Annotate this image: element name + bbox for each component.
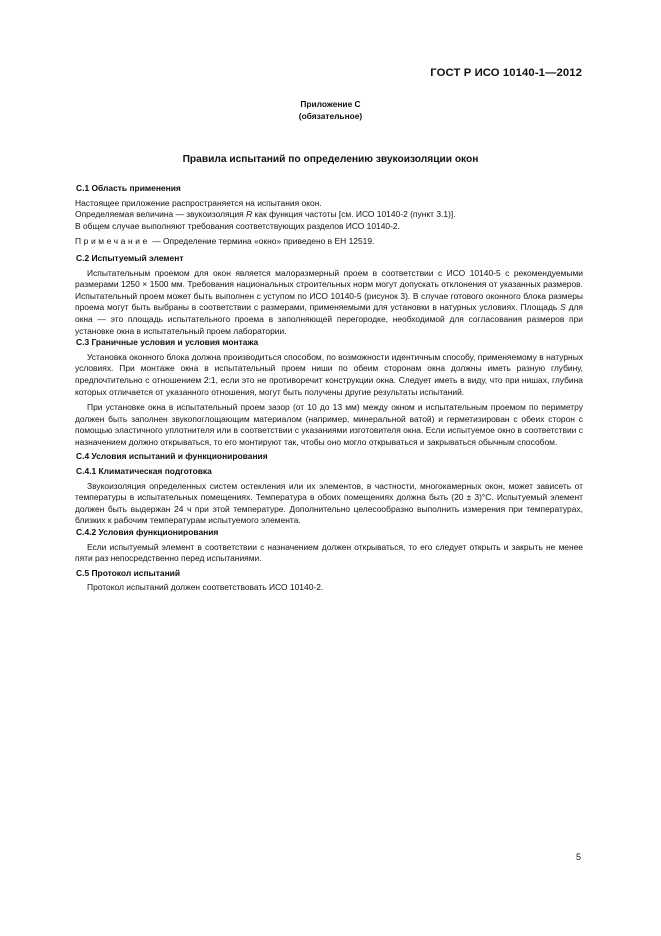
- document-body: [75, 183, 583, 594]
- section-c1-paragraph: В общем случае выполняют требования соответствующих разделов ИСО 10140-2.: [75, 220, 400, 231]
- section-c2-heading: С.2 Испытуемый элемент: [76, 252, 184, 263]
- annex-title: Правила испытаний по определению звукоизоляции окон: [182, 154, 479, 165]
- section-c3-paragraph: При установке окна в испытательный проем зазор (от 10 до 13 мм) между окном и испытательным проемом по периметру должен быть заполнен звукопоглощающим материалом (например, минеральной ватой) и герметизирован с обеих сторон с помощью эластичного уплотнителя или в соответствии с указаниями изготовителя окна. Если испытуемое окно в соответствии с назначением должно открываться, то его монтируют так, чтобы оно могло открываться и закрываться обычным способом.: [75, 402, 583, 447]
- section-c3-paragraph: Установка оконного блока должна производиться способом, по возможности идентичным способу, применяемому в натурных условиях. При монтаже окна в испытательный проем ниши по обеим сторонам окна должны иметь разную глубину, предпочтительно с отношением 2:1, если это не противоречит конструкции окна. Следует иметь в виду, что при нишах, глубина которых отличается от указанного отношения, могут быть получены другие результаты испытаний.: [75, 351, 583, 397]
- section-c1-heading: С.1 Область применения: [76, 183, 181, 193]
- section-c5-heading: С.5 Протокол испытаний: [76, 567, 181, 578]
- section-c1-paragraph: [75, 209, 583, 221]
- text-run: как функция частоты [см. ИСО 10140-2 (пункт 3.1)].: [252, 209, 456, 220]
- text-run: Испытательным проемом для окон является малоразмерный проем в соответствии с ИСО 10140-5 с рекомендуемыми размерами 1250 × 1500 мм. Требования национальных строительных норм могут допускать отклонения от указанных размеров. Испытательный проем может быть выполнен с уступом по ИСО 10140-5 (рисунок 3). В случае готового оконного блока размеры проема могут быть выбраны в соответствии с размерами, применяемыми для установки в натурных условиях. Площадь: [75, 267, 583, 313]
- page-number: 5: [575, 852, 581, 862]
- section-c1-paragraph: Настоящее приложение распространяется на испытания окон.: [75, 197, 322, 208]
- document-code: ГОСТ Р ИСО 10140-1—2012: [430, 67, 582, 79]
- note-label: Примечание: [75, 236, 150, 247]
- section-c42-paragraph: Если испытуемый элемент в соответствии с назначением должен открываться, то его следует открыть и закрыть не менее пяти раз непосредственно перед испытаниями.: [75, 541, 583, 564]
- note-text: — Определение термина «окно» приведено в ЕН 12519.: [149, 236, 375, 247]
- section-c1-note: [75, 236, 583, 248]
- section-c3-heading: С.3 Граничные условия и условия монтажа: [76, 337, 259, 348]
- variable-s: S: [560, 302, 566, 313]
- section-c41-paragraph: Звукоизоляция определенных систем остекления или их элементов, в частности, многокамерных окон, может зависеть от температуры в испытательных помещениях. Температура в обоих помещениях должна быть (20 ± 3)°С. Испытуемый элемент должен быть выдержан 24 ч при этой температуре. Дополнительно целесообразно выполнить измерения при температурах, близких к рабочим температурам испытуемого элемента.: [75, 480, 583, 526]
- section-c2-paragraph: [75, 268, 583, 338]
- annex-heading: [0, 98, 661, 122]
- section-c41-heading: С.4.1 Климатическая подготовка: [76, 466, 212, 477]
- variable-r: R: [246, 209, 253, 220]
- annex-status: (обязательное): [298, 111, 363, 121]
- text-run: Определяемая величина — звукоизоляция: [75, 209, 247, 220]
- annex-label: Приложение С: [300, 99, 361, 109]
- text-run: для окна — это площадь испытательного проема в заполняющей перегородке, необходимой для согласования размеров при установке окна в испытательный проем лаборатории.: [75, 302, 583, 336]
- section-c42-heading: С.4.2 Условия функционирования: [76, 527, 219, 538]
- section-c4-heading: С.4 Условия испытаний и функционирования: [76, 451, 268, 462]
- section-c5-paragraph: Протокол испытаний должен соответствовать ИСО 10140-2.: [87, 582, 324, 593]
